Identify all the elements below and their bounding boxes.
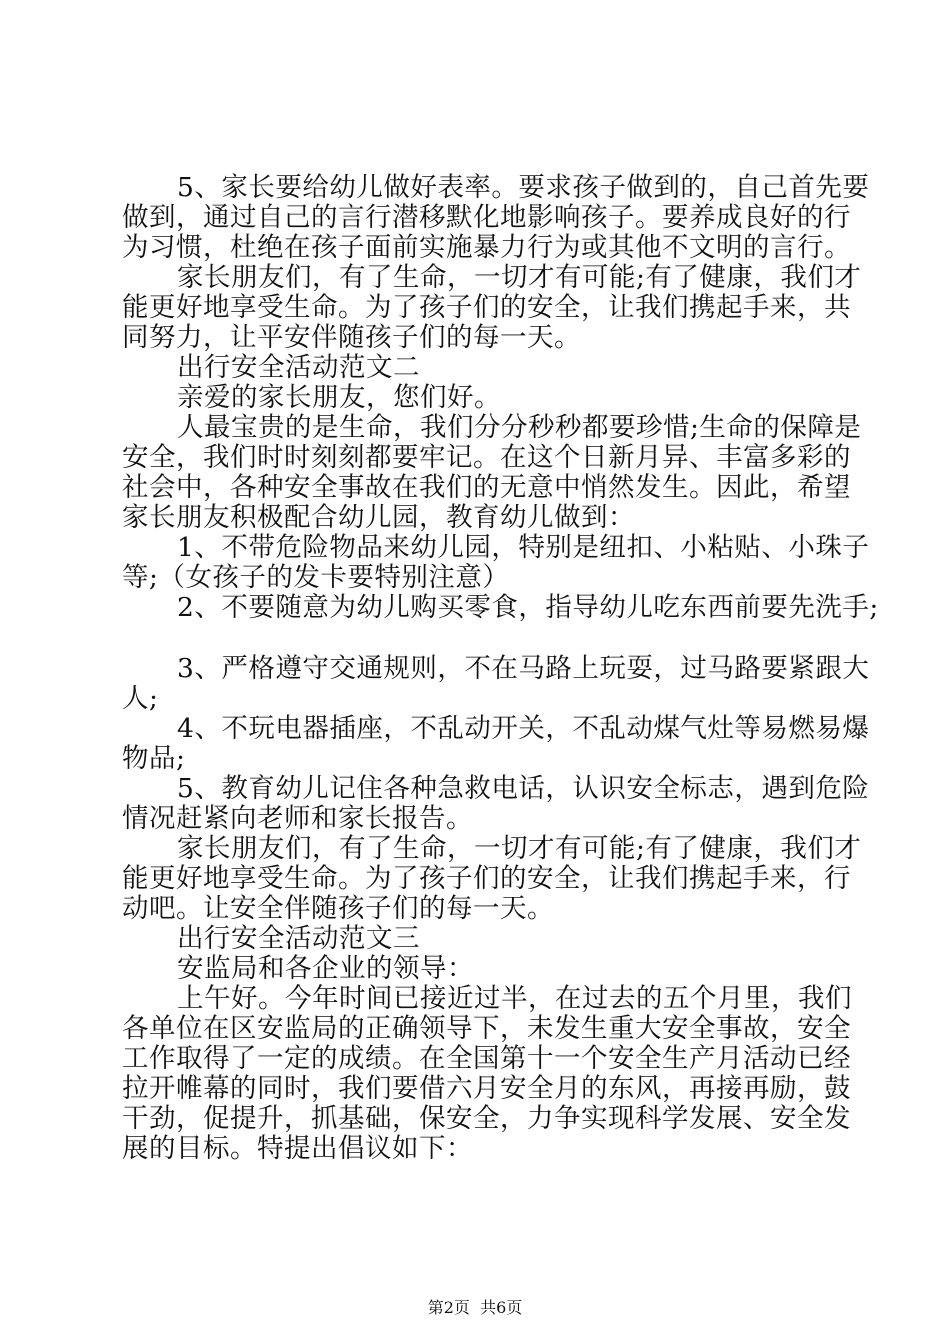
text-line: 等;（女孩子的发卡要特别注意） (122, 562, 510, 593)
text-line: 5、教育幼儿记住各种急救电话，认识安全标志，遇到危险 (177, 773, 870, 804)
page-number-label: 第2页 共6页 (427, 1298, 523, 1317)
text-line: 家长朋友们，有了生命，一切才有可能;有了健康，我们才 (177, 833, 862, 864)
text-line: 4、不玩电器插座，不乱动开关，不乱动煤气灶等易燃易爆 (177, 713, 870, 744)
text-line: 2、不要随意为幼儿购买零食，指导幼儿吃东西前要先洗手; (177, 592, 879, 623)
text-line: 拉开帷幕的同时，我们要借六月安全月的东风，再接再励，鼓 (122, 1073, 851, 1104)
page-footer (0, 1298, 950, 1318)
text-line: 家长朋友们，有了生命，一切才有可能;有了健康，我们才 (177, 262, 862, 293)
text-line: 出行安全活动范文二 (177, 352, 420, 383)
text-line: 出行安全活动范文三 (177, 923, 420, 954)
text-line: 为习惯，杜绝在孩子面前实施暴力行为或其他不文明的言行。 (122, 232, 851, 263)
text-line: 展的目标。特提出倡议如下： (122, 1133, 473, 1164)
text-line: 同努力，让平安伴随孩子们的每一天。 (122, 322, 581, 353)
text-line: 上午好。今年时间已接近过半，在过去的五个月里，我们 (177, 983, 852, 1014)
text-line: 各单位在区安监局的正确领导下，未发生重大安全事故，安全 (122, 1013, 851, 1044)
text-line: 5、家长要给幼儿做好表率。要求孩子做到的，自己首先要 (177, 172, 870, 203)
text-line: 家长朋友积极配合幼儿园，教育幼儿做到： (122, 502, 635, 533)
text-line: 动吧。让安全伴随孩子们的每一天。 (122, 893, 554, 924)
text-line: 能更好地享受生命。为了孩子们的安全，让我们携起手来，共 (122, 292, 851, 323)
text-line: 干劲，促提升，抓基础，保安全，力争实现科学发展、安全发 (122, 1103, 851, 1134)
text-line: 工作取得了一定的成绩。在全国第十一个安全生产月活动已经 (122, 1043, 851, 1074)
text-line: 人; (122, 683, 159, 714)
text-line: 3、严格遵守交通规则，不在马路上玩耍，过马路要紧跟大 (177, 653, 870, 684)
text-line: 物品; (122, 743, 186, 774)
document-body (122, 172, 879, 1164)
text-line: 安全，我们时时刻刻都要牢记。在这个日新月异、丰富多彩的 (122, 442, 851, 473)
blank-line (122, 623, 842, 654)
text-line: 人最宝贵的是生命，我们分分秒秒都要珍惜;生命的保障是 (177, 412, 862, 443)
text-line: 情况赶紧向老师和家长报告。 (122, 803, 473, 834)
text-line: 能更好地享受生命。为了孩子们的安全，让我们携起手来，行 (122, 863, 851, 894)
text-line: 安监局和各企业的领导： (177, 953, 474, 984)
text-line: 1、不带危险物品来幼儿园，特别是纽扣、小粘贴、小珠子 (177, 532, 870, 563)
text-line: 做到，通过自己的言行潜移默化地影响孩子。要养成良好的行 (122, 202, 851, 233)
text-line: 亲爱的家长朋友，您们好。 (177, 382, 501, 413)
text-line: 社会中，各种安全事故在我们的无意中悄然发生。因此，希望 (122, 472, 851, 503)
